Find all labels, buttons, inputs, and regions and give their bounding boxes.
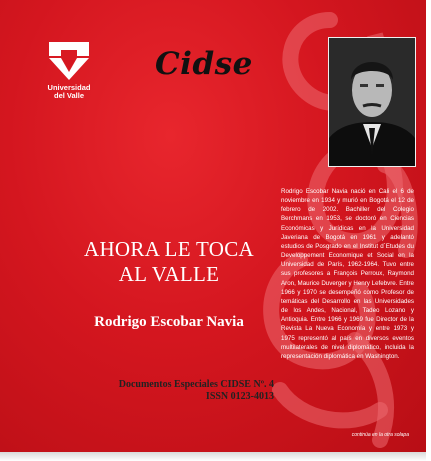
logo-name-line2: del Valle [53, 91, 85, 100]
author-portrait [328, 37, 416, 167]
book-title [64, 237, 274, 287]
series-name: Documentos Especiales CIDSE Nº. 4 [118, 379, 274, 390]
page-bottom-edge [0, 452, 426, 461]
book-title-line1: AHORA LE TOCA [84, 237, 254, 261]
author-name: Rodrigo Escobar Navia [94, 314, 244, 330]
series-info [46, 379, 274, 402]
university-logo [44, 40, 94, 100]
univalle-mark-icon [47, 40, 91, 82]
portrait-icon [329, 38, 415, 166]
series-issn: ISSN 0123-4013 [205, 390, 274, 402]
logo-name-line1: Universidad [47, 83, 91, 92]
author-biography: Rodrigo Escobar Navia nació en Cali el 6 de noviembre en 1934 y murió en Bogotá el 12 de febrero de 2002. Bachiller del Colegio Berchmans en 1953, se doctoró en Ciencias Económicas y Jurídicas en la Universidad Javeriana de Bogotá en 1961 y adelantó estudios de Posgrado en el Institut d´Etudes du Developpement Economique et Social en la Universidad de París, 1962-1964. Tuvo entre sus profesores a François Perroux, Raymond Aron, Maurice Duverger y Henry Lefebvre. Entre 1966 y 1970 se desempeñó como Profesor de temáticas del Desarrollo en las Universidades de los Andes, Nacional, Tadeo Lozano y Antioquia. Entre 1966 y 1969 fue Director de la Revista La Nueva Economía y entre 1973 y 1975 representó al país en diversos eventos multilaterales de nivel diplomático, incluida la representación diplomática en Washington. [281, 188, 414, 360]
book-title-line2: AL VALLE [118, 262, 220, 286]
cidse-brand: Cidse [155, 46, 253, 82]
continued-note: continúa en la otra solapa [351, 432, 409, 438]
